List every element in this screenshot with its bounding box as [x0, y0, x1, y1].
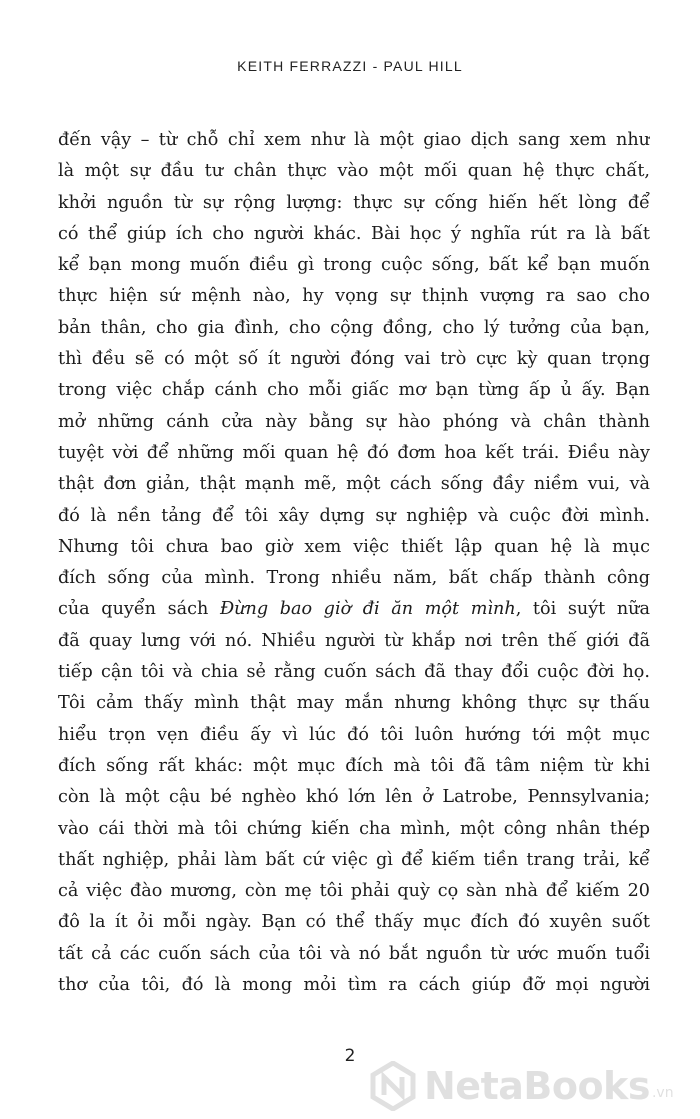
text-line: đô la ít ỏi mỗi ngày. Bạn có thể thấy mục đích đó xuyên suốt [58, 912, 650, 933]
text-line: tất cả các cuốn sách của tôi và nó bắt nguồn từ ước muốn tuổi [58, 943, 650, 964]
text-line: đó là nền tảng để tôi xây dựng sự nghiệp và cuộc đời mình. [58, 505, 650, 526]
watermark-text: NetaBooks [424, 1064, 650, 1108]
text-line: là một sự đầu tư chân thực vào một mối quan hệ thực chất, [58, 161, 650, 182]
text-line: đích sống của mình. Trong nhiều năm, bất chấp thành công [58, 568, 650, 589]
watermark [368, 1058, 698, 1114]
text-line-with-book-title [58, 594, 650, 625]
page-number: 2 [344, 1046, 356, 1066]
text-line: tuyệt vời để những mối quan hệ đó đơm hoa kết trái. Điều này [58, 442, 650, 463]
text-line: hiểu trọn vẹn điều ấy vì lúc đó tôi luôn hướng tới một mục [58, 724, 650, 745]
text-line: thật đơn giản, thật mạnh mẽ, một cách sống đầy niềm vui, và [58, 474, 650, 495]
body-text [58, 125, 650, 1001]
book-title: Đừng bao giờ đi ăn một mình [219, 599, 516, 620]
text-line: thất nghiệp, phải làm bất cứ việc gì để kiếm tiền trang trải, kể [58, 849, 650, 870]
text-line: thơ của tôi, đó là mong mỏi tìm ra cách giúp đỡ mọi người [58, 975, 650, 996]
text-line: còn là một cậu bé nghèo khó lớn lên ở Latrobe, Pennsylvania; [58, 787, 650, 808]
text-line: tiếp cận tôi và chia sẻ rằng cuốn sách đã thay đổi cuộc đời họ. [58, 662, 650, 683]
text-line: bản thân, cho gia đình, cho cộng đồng, cho lý tưởng của bạn, [58, 317, 650, 338]
netabooks-logo-icon [368, 1061, 418, 1111]
text-line: có thể giúp ích cho người khác. Bài học ý nghĩa rút ra là bất [58, 223, 650, 244]
text-line: đích sống rất khác: một mục đích mà tôi đã tâm niệm từ khi [58, 755, 650, 776]
text-line: vào cái thời mà tôi chứng kiến cha mình, một công nhân thép [58, 818, 650, 839]
text-line: mở những cánh cửa này bằng sự hào phóng và chân thành [58, 411, 650, 432]
watermark-suffix: .vn [651, 1085, 674, 1101]
running-head: KEITH FERRAZZI - PAUL HILL [237, 58, 463, 74]
text-line: thực hiện sứ mệnh nào, hy vọng sự thịnh vượng ra sao cho [58, 286, 650, 307]
text-fragment: , tôi suýt nữa [515, 599, 650, 620]
text-fragment: của quyển sách [58, 599, 220, 620]
text-line: trong việc chắp cánh cho mỗi giấc mơ bạn từng ấp ủ ấy. Bạn [58, 380, 650, 401]
text-line: đến vậy – từ chỗ chỉ xem như là một giao dịch sang xem như [58, 130, 650, 150]
text-line: cả việc đào mương, còn mẹ tôi phải quỳ cọ sàn nhà để kiếm 20 [58, 881, 650, 902]
text-line: khởi nguồn từ sự rộng lượng: thực sự cống hiến hết lòng để [58, 192, 650, 213]
text-line: đã quay lưng với nó. Nhiều người từ khắp nơi trên thế giới đã [58, 630, 650, 651]
text-line: Tôi cảm thấy mình thật may mắn nhưng không thực sự thấu [58, 693, 650, 714]
text-line: Nhưng tôi chưa bao giờ xem việc thiết lập quan hệ là mục [58, 536, 650, 557]
text-line: kể bạn mong muốn điều gì trong cuộc sống, bất kể bạn muốn [58, 255, 650, 276]
text-line: thì đều sẽ có một số ít người đóng vai trò cực kỳ quan trọng [58, 349, 650, 370]
